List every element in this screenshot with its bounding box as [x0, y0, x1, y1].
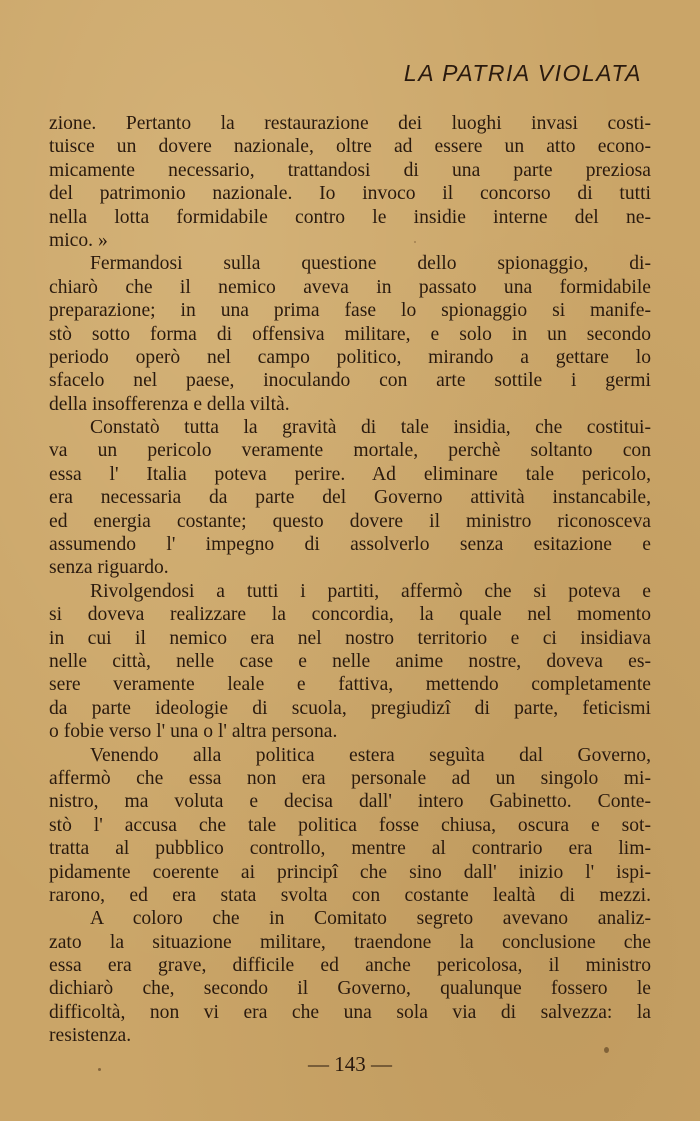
text-line: era necessaria da parte del Governo attività instancabile, [49, 487, 651, 509]
text-line: dichiarò che, secondo il Governo, qualunque fossero le [49, 978, 651, 1000]
running-header: LA PATRIA VIOLATA [403, 60, 642, 86]
paper-speck [414, 241, 416, 243]
text-line: o fobie verso l' una o l' altra persona. [49, 721, 338, 743]
paper-speck [604, 1047, 609, 1053]
text-line: Rivolgendosi a tutti i partiti, affermò che si poteva e [90, 580, 651, 602]
text-line: da parte ideologie di scuola, pregiudizî di parte, feticismi [49, 697, 651, 719]
text-line: resistenza. [49, 1025, 132, 1047]
text-line: rarono, ed era stata svolta con costante lealtà di mezzi. [49, 884, 651, 906]
text-line: della insofferenza e della viltà. [49, 393, 290, 415]
text-line: ed energia costante; questo dovere il ministro riconosceva [49, 510, 651, 532]
paper-speck [98, 1068, 101, 1071]
text-line: nelle città, nelle case e nelle anime nostre, doveva es- [49, 650, 651, 672]
text-line: essa l' Italia poteva perire. Ad eliminare tale pericolo, [49, 463, 651, 485]
text-line: zato la situazione militare, traendone la conclusione che [49, 931, 651, 953]
text-line: essa era grave, difficile ed anche pericolosa, il ministro [49, 955, 651, 977]
text-line: assumendo l' impegno di assolverlo senza esitazione e [49, 534, 651, 556]
text-line: difficoltà, non vi era che una sola via di salvezza: la [49, 1001, 651, 1023]
text-line: nistro, ma voluta e decisa dall' intero Gabinetto. Conte- [49, 791, 651, 813]
text-line: Constatò tutta la gravità di tale insidia, che costitui- [90, 417, 651, 439]
text-line: tratta al pubblico controllo, mentre al contrario era lim- [49, 838, 651, 860]
text-line: nella lotta formidabile contro le insidie interne del ne- [49, 206, 651, 228]
text-line: preparazione; in una prima fase lo spionaggio si manife- [49, 300, 651, 322]
text-line: pidamente coerente ai principî che sino dall' inizio l' ispi- [49, 861, 651, 883]
text-line: stò sotto forma di offensiva militare, e solo in un secondo [49, 323, 651, 345]
text-line: in cui il nemico era nel nostro territorio e ci insidiava [49, 627, 651, 649]
text-line: va un pericolo veramente mortale, perchè soltanto con [49, 440, 651, 462]
text-line: micamente necessario, trattandosi di una parte preziosa [49, 159, 651, 181]
text-line: A coloro che in Comitato segreto avevano analiz- [90, 908, 651, 930]
text-line: sere veramente leale e fattiva, mettendo completamente [49, 674, 651, 696]
text-line: affermò che essa non era personale ad un singolo mi- [49, 767, 651, 789]
text-line: sfacelo nel paese, inoculando con arte sottile i germi [49, 370, 651, 392]
text-line: del patrimonio nazionale. Io invoco il concorso di tutti [49, 183, 651, 205]
text-line: stò l' accusa che tale politica fosse chiusa, oscura e sot- [49, 814, 651, 836]
body-text [49, 112, 651, 1048]
text-line: zione. Pertanto la restaurazione dei luoghi invasi costi- [49, 113, 651, 134]
text-line: Fermandosi sulla questione dello spionaggio, di- [90, 253, 651, 275]
text-line: tuisce un dovere nazionale, oltre ad essere un atto econo- [49, 136, 651, 158]
text-line: Venendo alla politica estera seguìta dal Governo, [90, 744, 651, 766]
page-number: — 143 — [308, 1052, 392, 1076]
text-line: senza riguardo. [49, 557, 169, 579]
text-line: chiarò che il nemico aveva in passato una formidabile [49, 276, 651, 298]
text-line: periodo operò nel campo politico, mirando a gettare lo [49, 346, 651, 368]
text-line: si doveva realizzare la concordia, la quale nel momento [49, 604, 651, 626]
text-line: mico. » [49, 229, 108, 251]
